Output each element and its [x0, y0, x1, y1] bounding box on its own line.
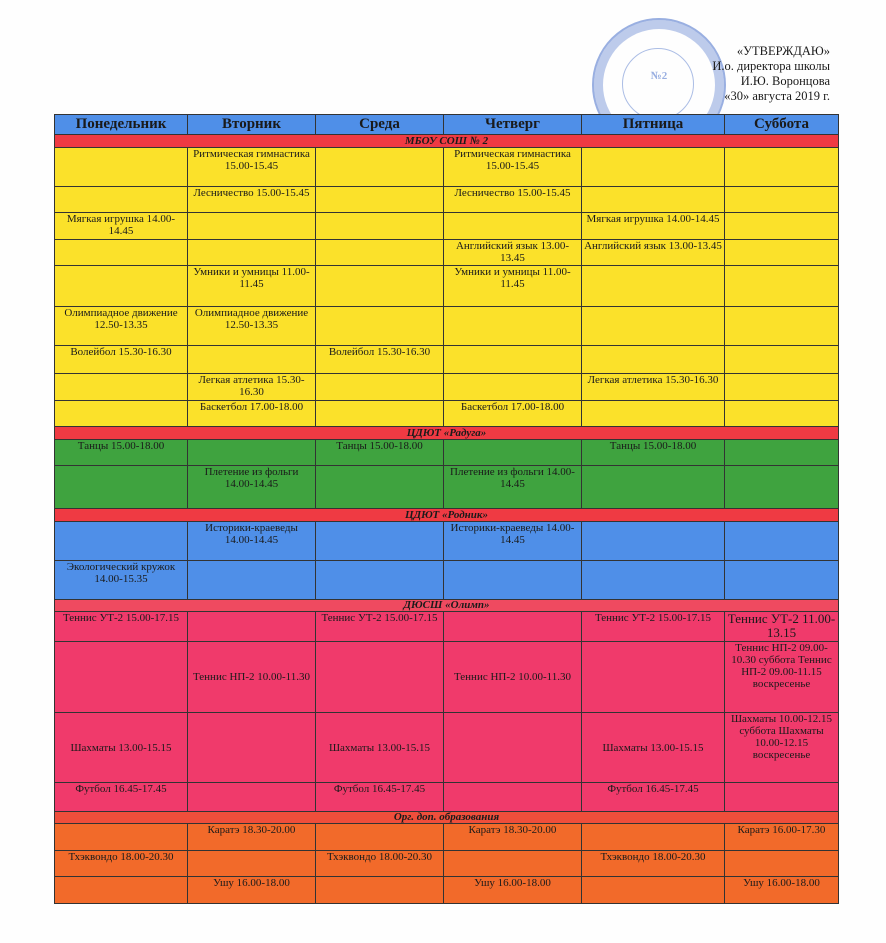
- table-row: [55, 850, 839, 877]
- table-cell: Шахматы 13.00-15.15: [316, 713, 444, 783]
- table-cell: [582, 186, 725, 213]
- table-cell: [582, 400, 725, 427]
- table-cell: Теннис УТ-2 15.00-17.15: [316, 611, 444, 641]
- table-row: [55, 521, 839, 560]
- table-cell: [316, 186, 444, 213]
- table-cell: Теннис НП-2 10.00-11.30: [444, 641, 582, 713]
- table-cell: [316, 147, 444, 186]
- table-cell: Олимпиадное движение 12.50-13.35: [55, 306, 188, 345]
- table-cell: Умники и умницы 11.00-11.45: [444, 265, 582, 306]
- table-cell: [316, 521, 444, 560]
- approval-position: И.о. директора школы: [712, 59, 830, 73]
- table-cell: [725, 439, 839, 466]
- table-row: [55, 713, 839, 783]
- table-cell: [582, 466, 725, 509]
- table-cell: [582, 641, 725, 713]
- table-cell: [444, 611, 582, 641]
- table-cell: [55, 877, 188, 904]
- table-cell: [316, 641, 444, 713]
- table-cell: Шахматы 13.00-15.15: [55, 713, 188, 783]
- table-cell: Английский язык 13.00-13.45: [582, 239, 725, 265]
- table-cell: Шахматы 13.00-15.15: [582, 713, 725, 783]
- table-cell: [188, 345, 316, 374]
- table-cell: Каратэ 16.00-17.30: [725, 823, 839, 850]
- day-header: Четверг: [444, 115, 582, 135]
- table-cell: Тхэквондо 18.00-20.30: [316, 850, 444, 877]
- table-cell: Тхэквондо 18.00-20.30: [582, 850, 725, 877]
- table-cell: [444, 782, 582, 811]
- section-row: [55, 811, 839, 823]
- approval-name: И.Ю. Воронцова: [740, 74, 830, 88]
- table-row: [55, 611, 839, 641]
- table-cell: Танцы 15.00-18.00: [55, 439, 188, 466]
- table-cell: [316, 374, 444, 401]
- table-row: [55, 400, 839, 427]
- table-cell: [725, 265, 839, 306]
- table-cell: [55, 239, 188, 265]
- table-cell: Олимпиадное движение 12.50-13.35: [188, 306, 316, 345]
- table-cell: [725, 213, 839, 240]
- table-cell: [725, 239, 839, 265]
- table-row: [55, 823, 839, 850]
- schedule-table: [54, 114, 839, 904]
- section-row: [55, 509, 839, 521]
- table-cell: [316, 213, 444, 240]
- table-row: [55, 374, 839, 401]
- table-row: [55, 782, 839, 811]
- table-cell: [188, 850, 316, 877]
- table-cell: Историки-краеведы 14.00-14.45: [188, 521, 316, 560]
- table-cell: [55, 186, 188, 213]
- table-cell: Танцы 15.00-18.00: [316, 439, 444, 466]
- table-cell: [725, 400, 839, 427]
- table-cell: [316, 823, 444, 850]
- table-row: [55, 345, 839, 374]
- table-row: [55, 147, 839, 186]
- table-cell: [725, 560, 839, 599]
- approval-block: [630, 44, 830, 104]
- table-cell: [188, 213, 316, 240]
- table-cell: [316, 560, 444, 599]
- table-cell: Экологический кружок 14.00-15.35: [55, 560, 188, 599]
- table-cell: Футбол 16.45-17.45: [316, 782, 444, 811]
- table-cell: Баскетбол 17.00-18.00: [188, 400, 316, 427]
- table-cell: Ушу 16.00-18.00: [444, 877, 582, 904]
- table-cell: [725, 850, 839, 877]
- table-cell: Мягкая игрушка 14.00-14.45: [55, 213, 188, 240]
- table-row: [55, 560, 839, 599]
- section-row: [55, 135, 839, 147]
- table-cell: Теннис УТ-2 15.00-17.15: [55, 611, 188, 641]
- table-cell: [188, 239, 316, 265]
- table-cell: Умники и умницы 11.00-11.45: [188, 265, 316, 306]
- table-cell: [316, 466, 444, 509]
- table-cell: [316, 239, 444, 265]
- table-cell: [444, 306, 582, 345]
- table-cell: [444, 713, 582, 783]
- stamp-number: №2: [650, 70, 668, 82]
- table-cell: Ушу 16.00-18.00: [188, 877, 316, 904]
- table-cell: Шахматы 10.00-12.15 суббота Шахматы 10.00-12.15 воскресенье: [725, 713, 839, 783]
- table-cell: [316, 877, 444, 904]
- table-cell: [725, 186, 839, 213]
- day-header-row: [55, 115, 839, 135]
- table-cell: Теннис УТ-2 15.00-17.15: [582, 611, 725, 641]
- table-cell: Теннис НП-2 10.00-11.30: [188, 641, 316, 713]
- table-cell: Волейбол 15.30-16.30: [55, 345, 188, 374]
- table-cell: [55, 521, 188, 560]
- section-title: МБОУ СОШ № 2: [55, 135, 839, 147]
- table-cell: [444, 439, 582, 466]
- approval-date: «30» августа 2019 г.: [724, 89, 830, 103]
- table-cell: [582, 823, 725, 850]
- table-cell: [725, 306, 839, 345]
- day-header: Понедельник: [55, 115, 188, 135]
- table-cell: [582, 877, 725, 904]
- table-cell: [725, 782, 839, 811]
- table-cell: [444, 374, 582, 401]
- table-cell: [188, 560, 316, 599]
- table-cell: [55, 265, 188, 306]
- table-cell: Ритмическая гимнастика 15.00-15.45: [444, 147, 582, 186]
- table-cell: [188, 713, 316, 783]
- table-cell: [55, 466, 188, 509]
- table-cell: [444, 213, 582, 240]
- table-cell: Футбол 16.45-17.45: [55, 782, 188, 811]
- table-row: [55, 877, 839, 904]
- table-cell: [725, 147, 839, 186]
- table-cell: Плетение из фольги 14.00-14.45: [444, 466, 582, 509]
- table-cell: Танцы 15.00-18.00: [582, 439, 725, 466]
- schedule-table-wrap: [54, 114, 838, 904]
- day-header: Суббота: [725, 115, 839, 135]
- section-title: ДЮСШ «Олимп»: [55, 599, 839, 611]
- table-cell: [316, 400, 444, 427]
- section-title: ЦДЮТ «Радуга»: [55, 427, 839, 439]
- day-header: Пятница: [582, 115, 725, 135]
- section-row: [55, 599, 839, 611]
- table-row: [55, 239, 839, 265]
- table-cell: Баскетбол 17.00-18.00: [444, 400, 582, 427]
- table-cell: Волейбол 15.30-16.30: [316, 345, 444, 374]
- table-cell: Лесничество 15.00-15.45: [188, 186, 316, 213]
- table-cell: [55, 400, 188, 427]
- section-title: Орг. доп. образования: [55, 811, 839, 823]
- table-cell: [725, 345, 839, 374]
- table-cell: Лесничество 15.00-15.45: [444, 186, 582, 213]
- table-cell: Историки-краеведы 14.00-14.45: [444, 521, 582, 560]
- table-cell: Английский язык 13.00-13.45: [444, 239, 582, 265]
- table-cell: Тхэквондо 18.00-20.30: [55, 850, 188, 877]
- table-cell: [582, 345, 725, 374]
- table-cell: [582, 306, 725, 345]
- table-row: [55, 439, 839, 466]
- table-cell: [444, 850, 582, 877]
- table-cell: Теннис НП-2 09.00-10.30 суббота Теннис НП-2 09.00-11.15 воскресенье: [725, 641, 839, 713]
- table-cell: [55, 641, 188, 713]
- table-row: [55, 265, 839, 306]
- table-cell: Плетение из фольги 14.00-14.45: [188, 466, 316, 509]
- table-cell: [582, 521, 725, 560]
- table-cell: [55, 823, 188, 850]
- table-cell: [188, 782, 316, 811]
- table-cell: Легкая атлетика 15.30-16.30: [582, 374, 725, 401]
- table-row: [55, 213, 839, 240]
- table-cell: [725, 466, 839, 509]
- table-cell: [55, 374, 188, 401]
- approval-title: «УТВЕРЖДАЮ»: [736, 44, 830, 58]
- table-row: [55, 186, 839, 213]
- table-cell: [55, 147, 188, 186]
- table-cell: [582, 265, 725, 306]
- table-cell: Футбол 16.45-17.45: [582, 782, 725, 811]
- table-cell: Каратэ 18.30-20.00: [188, 823, 316, 850]
- table-cell: [725, 374, 839, 401]
- table-cell: Ритмическая гимнастика 15.00-15.45: [188, 147, 316, 186]
- table-cell: [444, 560, 582, 599]
- table-row: [55, 306, 839, 345]
- table-row: [55, 641, 839, 713]
- table-cell: Каратэ 18.30-20.00: [444, 823, 582, 850]
- table-cell: [316, 265, 444, 306]
- section-row: [55, 427, 839, 439]
- table-cell: [188, 611, 316, 641]
- table-cell: [725, 521, 839, 560]
- table-cell: Легкая атлетика 15.30-16.30: [188, 374, 316, 401]
- table-cell: Ушу 16.00-18.00: [725, 877, 839, 904]
- table-cell: [444, 345, 582, 374]
- day-header: Среда: [316, 115, 444, 135]
- table-cell: [582, 560, 725, 599]
- table-cell: Теннис УТ-2 11.00-13.15: [725, 611, 839, 641]
- day-header: Вторник: [188, 115, 316, 135]
- table-cell: [582, 147, 725, 186]
- section-title: ЦДЮТ «Родник»: [55, 509, 839, 521]
- table-cell: [188, 439, 316, 466]
- table-cell: [316, 306, 444, 345]
- table-cell: Мягкая игрушка 14.00-14.45: [582, 213, 725, 240]
- table-row: [55, 466, 839, 509]
